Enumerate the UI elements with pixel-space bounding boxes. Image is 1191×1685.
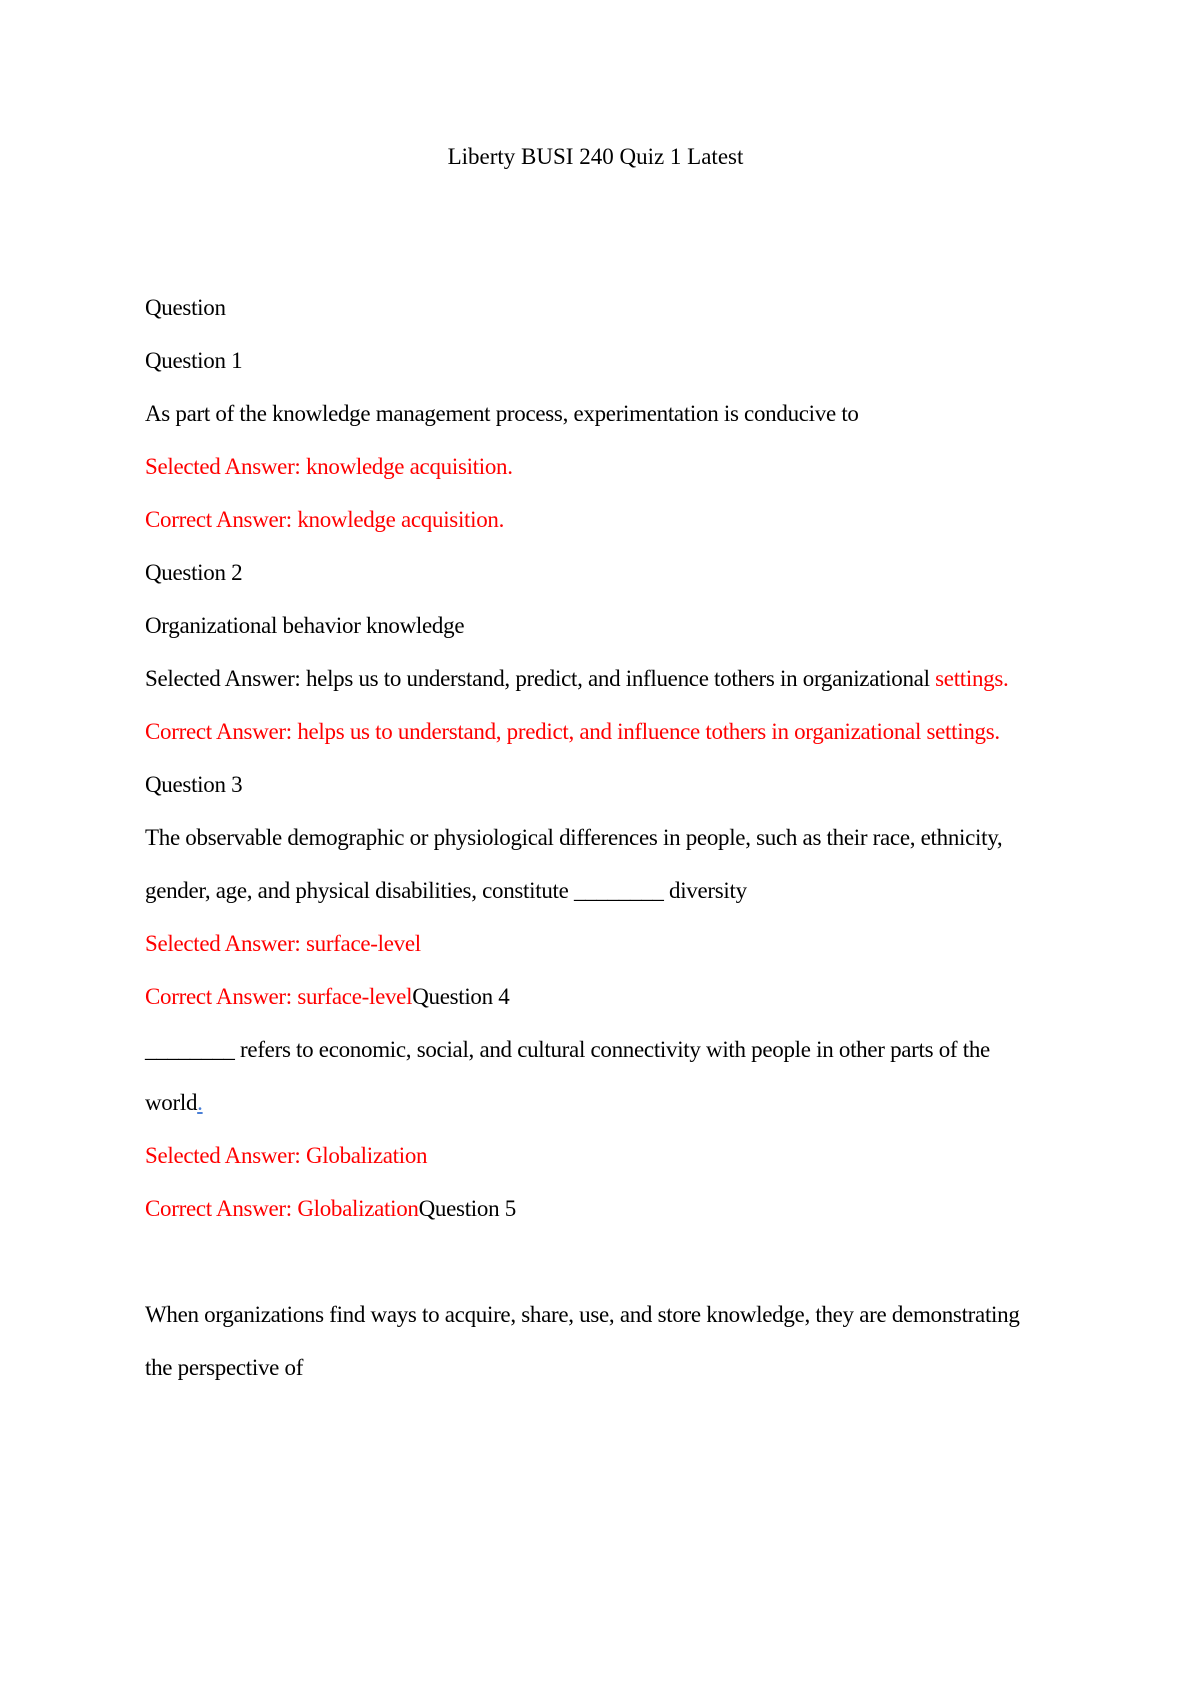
question-4-correct-line bbox=[145, 1195, 1075, 1223]
question-2-selected-answer bbox=[145, 665, 1075, 693]
question-2-selected-main: Selected Answer: helps us to understand, predict, and influence tothers in organizational bbox=[145, 666, 936, 691]
question-4-text-mark: . bbox=[197, 1090, 203, 1115]
question-4-selected-answer: Selected Answer: Globalization bbox=[145, 1143, 428, 1168]
question-1-correct-answer: Correct Answer: knowledge acquisition. bbox=[145, 507, 505, 532]
question-3-text-line-2: gender, age, and physical disabilities, constitute ________ diversity bbox=[145, 878, 747, 903]
question-2-text: Organizational behavior knowledge bbox=[145, 613, 465, 638]
question-4-text-line-2 bbox=[145, 1089, 1075, 1117]
question-1-selected-answer: Selected Answer: knowledge acquisition. bbox=[145, 454, 513, 479]
question-1-label: Question 1 bbox=[145, 348, 243, 373]
question-5-text-line-2: the perspective of bbox=[145, 1355, 304, 1380]
question-4-text-line-1: ________ refers to economic, social, and cultural connectivity with people in other parts of the bbox=[145, 1037, 990, 1062]
question-2-selected-tail: settings. bbox=[935, 666, 1009, 691]
question-4-correct-answer: Correct Answer: Globalization bbox=[145, 1196, 419, 1221]
question-5-label: Question 5 bbox=[418, 1196, 516, 1221]
question-3-correct-line bbox=[145, 983, 1075, 1011]
question-2-label: Question 2 bbox=[145, 560, 243, 585]
question-3-label: Question 3 bbox=[145, 772, 243, 797]
document-title: Liberty BUSI 240 Quiz 1 Latest bbox=[447, 144, 744, 169]
question-2-correct-answer: Correct Answer: helps us to understand, predict, and influence tothers in organizational settings. bbox=[145, 719, 1000, 744]
question-1-text: As part of the knowledge management process, experimentation is conducive to bbox=[145, 401, 859, 426]
question-3-correct-answer: Correct Answer: surface-level bbox=[145, 984, 413, 1009]
question-5-text-line-1: When organizations find ways to acquire, share, use, and store knowledge, they are demonstrating bbox=[145, 1302, 1020, 1327]
question-4-label: Question 4 bbox=[412, 984, 510, 1009]
question-3-selected-answer: Selected Answer: surface-level bbox=[145, 931, 421, 956]
section-header: Question bbox=[145, 295, 226, 320]
question-4-text-word: world bbox=[145, 1090, 198, 1115]
question-3-text-line-1: The observable demographic or physiological differences in people, such as their race, ethnicity, bbox=[145, 825, 1003, 850]
